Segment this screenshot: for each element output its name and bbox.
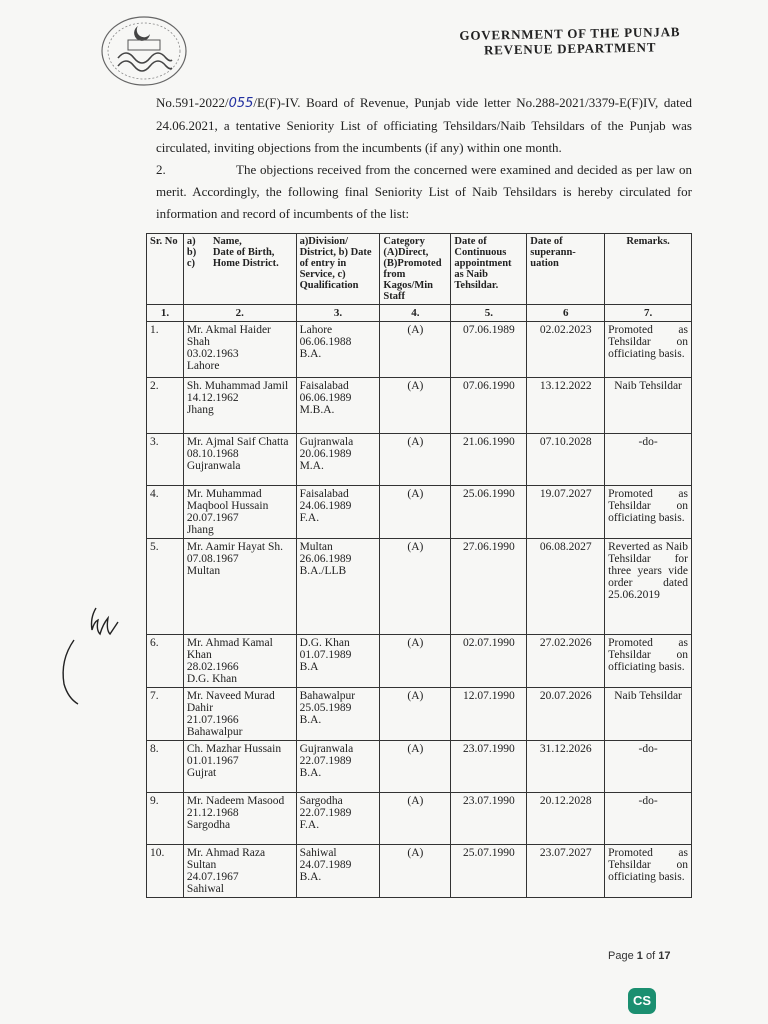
- name-cell-dob: 03.02.1963: [186, 348, 239, 360]
- superannuation-cell: [527, 434, 605, 486]
- division-cell: [296, 845, 380, 898]
- appointment-cell-appointment: 21.06.1990: [462, 436, 515, 448]
- table-row: [147, 434, 692, 486]
- table-row: [147, 793, 692, 845]
- sr-no-cell-sr: 8.: [150, 743, 159, 755]
- column-number: 2.: [183, 305, 296, 322]
- name-cell-name: Sh. Muhammad Jamil: [186, 380, 289, 392]
- name-cell-dob: 14.12.1962: [186, 392, 239, 404]
- sr-no-cell: [147, 539, 184, 635]
- remarks-cell: [605, 845, 692, 898]
- division-cell: [296, 322, 380, 378]
- category-cell-category: (A): [407, 488, 424, 500]
- division-cell-qual: B.A.: [299, 871, 322, 883]
- sr-no-cell: [147, 434, 184, 486]
- sr-no-cell-sr: 10.: [150, 847, 165, 859]
- category-cell-category: (A): [407, 795, 424, 807]
- sr-no-cell-sr: 5.: [150, 541, 159, 553]
- name-cell-home: Jhang: [186, 524, 214, 536]
- name-cell-home: Bahawalpur: [186, 726, 243, 738]
- remarks-cell: [605, 434, 692, 486]
- seniority-table: [146, 233, 692, 898]
- division-cell-qual: M.B.A.: [299, 404, 335, 416]
- division-cell: [296, 539, 380, 635]
- punjab-emblem-icon: [98, 12, 190, 90]
- division-cell-district: Lahore: [299, 324, 333, 336]
- category-cell: [380, 845, 451, 898]
- division-cell-entry: 24.06.1989: [299, 500, 352, 512]
- category-cell-category: (A): [407, 541, 424, 553]
- superannuation-cell: [527, 378, 605, 434]
- remarks-cell: [605, 378, 692, 434]
- division-cell: [296, 793, 380, 845]
- category-cell: [380, 793, 451, 845]
- appointment-cell: [451, 845, 527, 898]
- column-number: 3.: [296, 305, 380, 322]
- name-cell-dob: 20.07.1967: [186, 512, 239, 524]
- category-cell: [380, 434, 451, 486]
- superannuation-cell-superannuation: 07.10.2028: [539, 436, 592, 448]
- header-name-label: Home District.: [212, 258, 279, 269]
- superannuation-cell: [527, 845, 605, 898]
- remarks-cell: [605, 486, 692, 539]
- division-cell: [296, 486, 380, 539]
- name-cell: [183, 635, 296, 688]
- appointment-cell-appointment: 25.06.1990: [462, 488, 515, 500]
- name-cell-home: D.G. Khan: [186, 673, 238, 685]
- category-cell-category: (A): [407, 743, 424, 755]
- name-cell-name: Mr. Ahmad Raza Sultan: [186, 847, 266, 871]
- sr-no-cell-sr: 6.: [150, 637, 159, 649]
- name-cell: [183, 793, 296, 845]
- name-cell-dob: 07.08.1967: [186, 553, 239, 565]
- division-cell-entry: 24.07.1989: [299, 859, 352, 871]
- appointment-cell-appointment: 07.06.1989: [462, 324, 515, 336]
- table-row: [147, 688, 692, 741]
- header-name-label: Name,: [212, 236, 242, 247]
- division-cell: [296, 434, 380, 486]
- category-cell-category: (A): [407, 380, 424, 392]
- header-sr-no: Sr. No: [147, 234, 184, 305]
- sr-no-cell: [147, 378, 184, 434]
- page-indicator: Page 1 of 17: [608, 950, 671, 962]
- column-number-row: [147, 305, 692, 322]
- table-row: [147, 378, 692, 434]
- division-cell-district: Faisalabad: [299, 488, 349, 500]
- category-cell: [380, 688, 451, 741]
- name-cell: [183, 322, 296, 378]
- appointment-cell-appointment: 23.07.1990: [462, 795, 515, 807]
- name-cell: [183, 378, 296, 434]
- superannuation-cell-superannuation: 02.02.2023: [539, 324, 592, 336]
- remarks-cell-remarks: Promoted as Tehsildar on officiating basis.: [608, 847, 688, 883]
- government-title: GOVERNMENT OF THE PUNJAB: [459, 24, 681, 43]
- appointment-cell: [451, 378, 527, 434]
- reference-text: /E(F)-IV. Board of Revenue, Punjab vide letter No.288-2021/3379-E(F)IV, dated 24.06.2021, a tentative Seniority List of officiating Tehsildars/Naib Tehsildars of the Punjab was circulated, inviting objections from the incumbents (if any) within one month.: [156, 95, 692, 155]
- appointment-cell: [451, 793, 527, 845]
- name-cell: [183, 688, 296, 741]
- header-name-key: c): [186, 258, 196, 269]
- division-cell-district: D.G. Khan: [299, 637, 350, 649]
- name-cell-name: Mr. Nadeem Masood: [186, 795, 285, 807]
- name-cell-name: Mr. Muhammad Maqbool Hussain: [186, 488, 269, 512]
- superannuation-cell: [527, 635, 605, 688]
- name-cell-name: Mr. Ahmad Kamal Khan: [186, 637, 273, 661]
- superannuation-cell-superannuation: 27.02.2026: [539, 637, 592, 649]
- superannuation-cell-superannuation: 20.07.2026: [539, 690, 592, 702]
- superannuation-cell: [527, 539, 605, 635]
- name-cell-name: Ch. Mazhar Hussain: [186, 743, 282, 755]
- division-cell-entry: 01.07.1989: [299, 649, 352, 661]
- division-cell-qual: F.A.: [299, 819, 320, 831]
- category-cell: [380, 378, 451, 434]
- division-cell-district: Sahiwal: [299, 847, 337, 859]
- division-cell-district: Sargodha: [299, 795, 343, 807]
- letterhead: [430, 24, 710, 59]
- sr-no-cell: [147, 793, 184, 845]
- remarks-cell-remarks: Naib Tehsildar: [614, 380, 682, 392]
- reference-prefix: No.591-2022/: [156, 95, 229, 110]
- name-cell-dob: 21.07.1966: [186, 714, 239, 726]
- table-header-row: [147, 234, 692, 305]
- signature-icon: [56, 600, 136, 710]
- category-cell: [380, 322, 451, 378]
- table-row: [147, 741, 692, 793]
- sr-no-cell: [147, 688, 184, 741]
- appointment-cell: [451, 688, 527, 741]
- remarks-cell: [605, 635, 692, 688]
- remarks-cell-remarks: Reverted as Naib Tehsildar for three years vide order dated 25.06.2019: [608, 541, 688, 601]
- header-remarks: Remarks.: [605, 234, 692, 305]
- name-cell-home: Sahiwal: [186, 883, 224, 895]
- remarks-cell-remarks: -do-: [638, 436, 658, 448]
- division-cell-qual: M.A.: [299, 460, 324, 472]
- sr-no-cell-sr: 9.: [150, 795, 159, 807]
- remarks-cell-remarks: Promoted as Tehsildar on officiating basis.: [608, 488, 688, 524]
- sr-no-cell: [147, 486, 184, 539]
- header-division: a)Division/ District, b) Date of entry in Service, c) Qualification: [296, 234, 380, 305]
- header-appointment: Date of Continuous appointment as Naib Tehsildar.: [451, 234, 527, 305]
- division-cell-entry: 25.05.1989: [299, 702, 352, 714]
- superannuation-cell: [527, 486, 605, 539]
- remarks-cell: [605, 539, 692, 635]
- sr-no-cell-sr: 1.: [150, 324, 159, 336]
- appointment-cell-appointment: 23.07.1990: [462, 743, 515, 755]
- header-name-key: a): [186, 236, 196, 247]
- table-row: [147, 845, 692, 898]
- appointment-cell: [451, 322, 527, 378]
- name-cell-home: Gujrat: [186, 767, 217, 779]
- division-cell-district: Gujranwala: [299, 743, 354, 755]
- division-cell-entry: 26.06.1989: [299, 553, 352, 565]
- header-superannuation: Date of superann-uation: [527, 234, 605, 305]
- handwritten-reference: 055: [228, 96, 254, 111]
- category-cell-category: (A): [407, 436, 424, 448]
- division-cell-entry: 20.06.1989: [299, 448, 352, 460]
- division-cell-entry: 06.06.1988: [299, 336, 352, 348]
- name-cell-name: Mr. Aamir Hayat Sh.: [186, 541, 284, 553]
- table-row: [147, 486, 692, 539]
- name-cell-dob: 28.02.1966: [186, 661, 239, 673]
- category-cell: [380, 486, 451, 539]
- sr-no-cell-sr: 4.: [150, 488, 159, 500]
- remarks-cell-remarks: Naib Tehsildar: [614, 690, 682, 702]
- name-cell: [183, 741, 296, 793]
- table-row: [147, 539, 692, 635]
- superannuation-cell-superannuation: 19.07.2027: [539, 488, 592, 500]
- letter-body: [156, 92, 692, 225]
- appointment-cell: [451, 434, 527, 486]
- appointment-cell: [451, 635, 527, 688]
- division-cell: [296, 741, 380, 793]
- category-cell-category: (A): [407, 847, 424, 859]
- camscanner-badge[interactable]: CS: [628, 988, 656, 1014]
- sr-no-cell: [147, 741, 184, 793]
- letter-paragraph-2: [156, 159, 692, 225]
- remarks-cell-remarks: Promoted as Tehsildar on officiating basis.: [608, 324, 688, 360]
- division-cell-district: Faisalabad: [299, 380, 349, 392]
- name-cell: [183, 434, 296, 486]
- division-cell-qual: B.A./LLB: [299, 565, 347, 577]
- remarks-cell-remarks: Promoted as Tehsildar on officiating basis.: [608, 637, 688, 673]
- name-cell: [183, 845, 296, 898]
- category-cell: [380, 635, 451, 688]
- department-title: REVENUE DEPARTMENT: [483, 39, 657, 58]
- name-cell-home: Lahore: [186, 360, 220, 372]
- appointment-cell: [451, 741, 527, 793]
- superannuation-cell: [527, 322, 605, 378]
- appointment-cell-appointment: 27.06.1990: [462, 541, 515, 553]
- division-cell-district: Gujranwala: [299, 436, 354, 448]
- division-cell: [296, 688, 380, 741]
- sr-no-cell-sr: 2.: [150, 380, 159, 392]
- paragraph-2-text: The objections received from the concerned were examined and decided as per law on merit. Accordingly, the following final Seniority List of Naib Tehsildars is hereby circulated for information and record of incumbents of the list:: [156, 162, 692, 221]
- name-cell-name: Mr. Naveed Murad Dahir: [186, 690, 275, 714]
- header-category: Category (A)Direct, (B)Promoted from Kagos/Min Staff: [380, 234, 451, 305]
- appointment-cell: [451, 539, 527, 635]
- sr-no-cell-sr: 7.: [150, 690, 159, 702]
- superannuation-cell-superannuation: 06.08.2027: [539, 541, 592, 553]
- category-cell: [380, 539, 451, 635]
- paragraph-number: 2.: [156, 162, 166, 177]
- category-cell-category: (A): [407, 637, 424, 649]
- name-cell: [183, 486, 296, 539]
- division-cell-qual: B.A.: [299, 348, 322, 360]
- division-cell-district: Bahawalpur: [299, 690, 356, 702]
- division-cell-entry: 22.07.1989: [299, 755, 352, 767]
- name-cell-name: Mr. Akmal Haider Shah: [186, 324, 271, 348]
- header-name-key: b): [186, 247, 197, 258]
- column-number: 5.: [451, 305, 527, 322]
- name-cell-dob: 08.10.1968: [186, 448, 239, 460]
- name-cell-home: Multan: [186, 565, 221, 577]
- header-name: [183, 234, 296, 305]
- sr-no-cell: [147, 635, 184, 688]
- division-cell-qual: B.A: [299, 661, 319, 673]
- category-cell: [380, 741, 451, 793]
- division-cell-qual: B.A.: [299, 714, 322, 726]
- appointment-cell-appointment: 12.07.1990: [462, 690, 515, 702]
- column-number: 1.: [147, 305, 184, 322]
- superannuation-cell-superannuation: 31.12.2026: [539, 743, 592, 755]
- superannuation-cell-superannuation: 13.12.2022: [539, 380, 592, 392]
- name-cell-name: Mr. Ajmal Saif Chatta: [186, 436, 289, 448]
- column-number: 7.: [605, 305, 692, 322]
- column-number: 6: [527, 305, 605, 322]
- appointment-cell: [451, 486, 527, 539]
- superannuation-cell: [527, 741, 605, 793]
- division-cell-qual: B.A.: [299, 767, 322, 779]
- superannuation-cell: [527, 793, 605, 845]
- division-cell: [296, 378, 380, 434]
- appointment-cell-appointment: 07.06.1990: [462, 380, 515, 392]
- division-cell-qual: F.A.: [299, 512, 320, 524]
- superannuation-cell-superannuation: 23.07.2027: [539, 847, 592, 859]
- name-cell-dob: 24.07.1967: [186, 871, 239, 883]
- name-cell: [183, 539, 296, 635]
- sr-no-cell-sr: 3.: [150, 436, 159, 448]
- sr-no-cell: [147, 845, 184, 898]
- division-cell-entry: 06.06.1989: [299, 392, 352, 404]
- category-cell-category: (A): [407, 690, 424, 702]
- division-cell-district: Multan: [299, 541, 333, 553]
- remarks-cell: [605, 688, 692, 741]
- remarks-cell: [605, 793, 692, 845]
- remarks-cell-remarks: -do-: [638, 795, 658, 807]
- category-cell-category: (A): [407, 324, 424, 336]
- remarks-cell: [605, 322, 692, 378]
- superannuation-cell-superannuation: 20.12.2028: [539, 795, 592, 807]
- column-number: 4.: [380, 305, 451, 322]
- superannuation-cell: [527, 688, 605, 741]
- appointment-cell-appointment: 25.07.1990: [462, 847, 515, 859]
- name-cell-dob: 01.01.1967: [186, 755, 239, 767]
- name-cell-dob: 21.12.1968: [186, 807, 239, 819]
- sr-no-cell: [147, 322, 184, 378]
- letter-paragraph-1: [156, 92, 692, 159]
- division-cell: [296, 635, 380, 688]
- name-cell-home: Gujranwala: [186, 460, 241, 472]
- division-cell-entry: 22.07.1989: [299, 807, 352, 819]
- table-row: [147, 322, 692, 378]
- remarks-cell: [605, 741, 692, 793]
- name-cell-home: Jhang: [186, 404, 214, 416]
- table-row: [147, 635, 692, 688]
- header-name-label: Date of Birth,: [212, 247, 275, 258]
- remarks-cell-remarks: -do-: [638, 743, 658, 755]
- appointment-cell-appointment: 02.07.1990: [462, 637, 515, 649]
- name-cell-home: Sargodha: [186, 819, 231, 831]
